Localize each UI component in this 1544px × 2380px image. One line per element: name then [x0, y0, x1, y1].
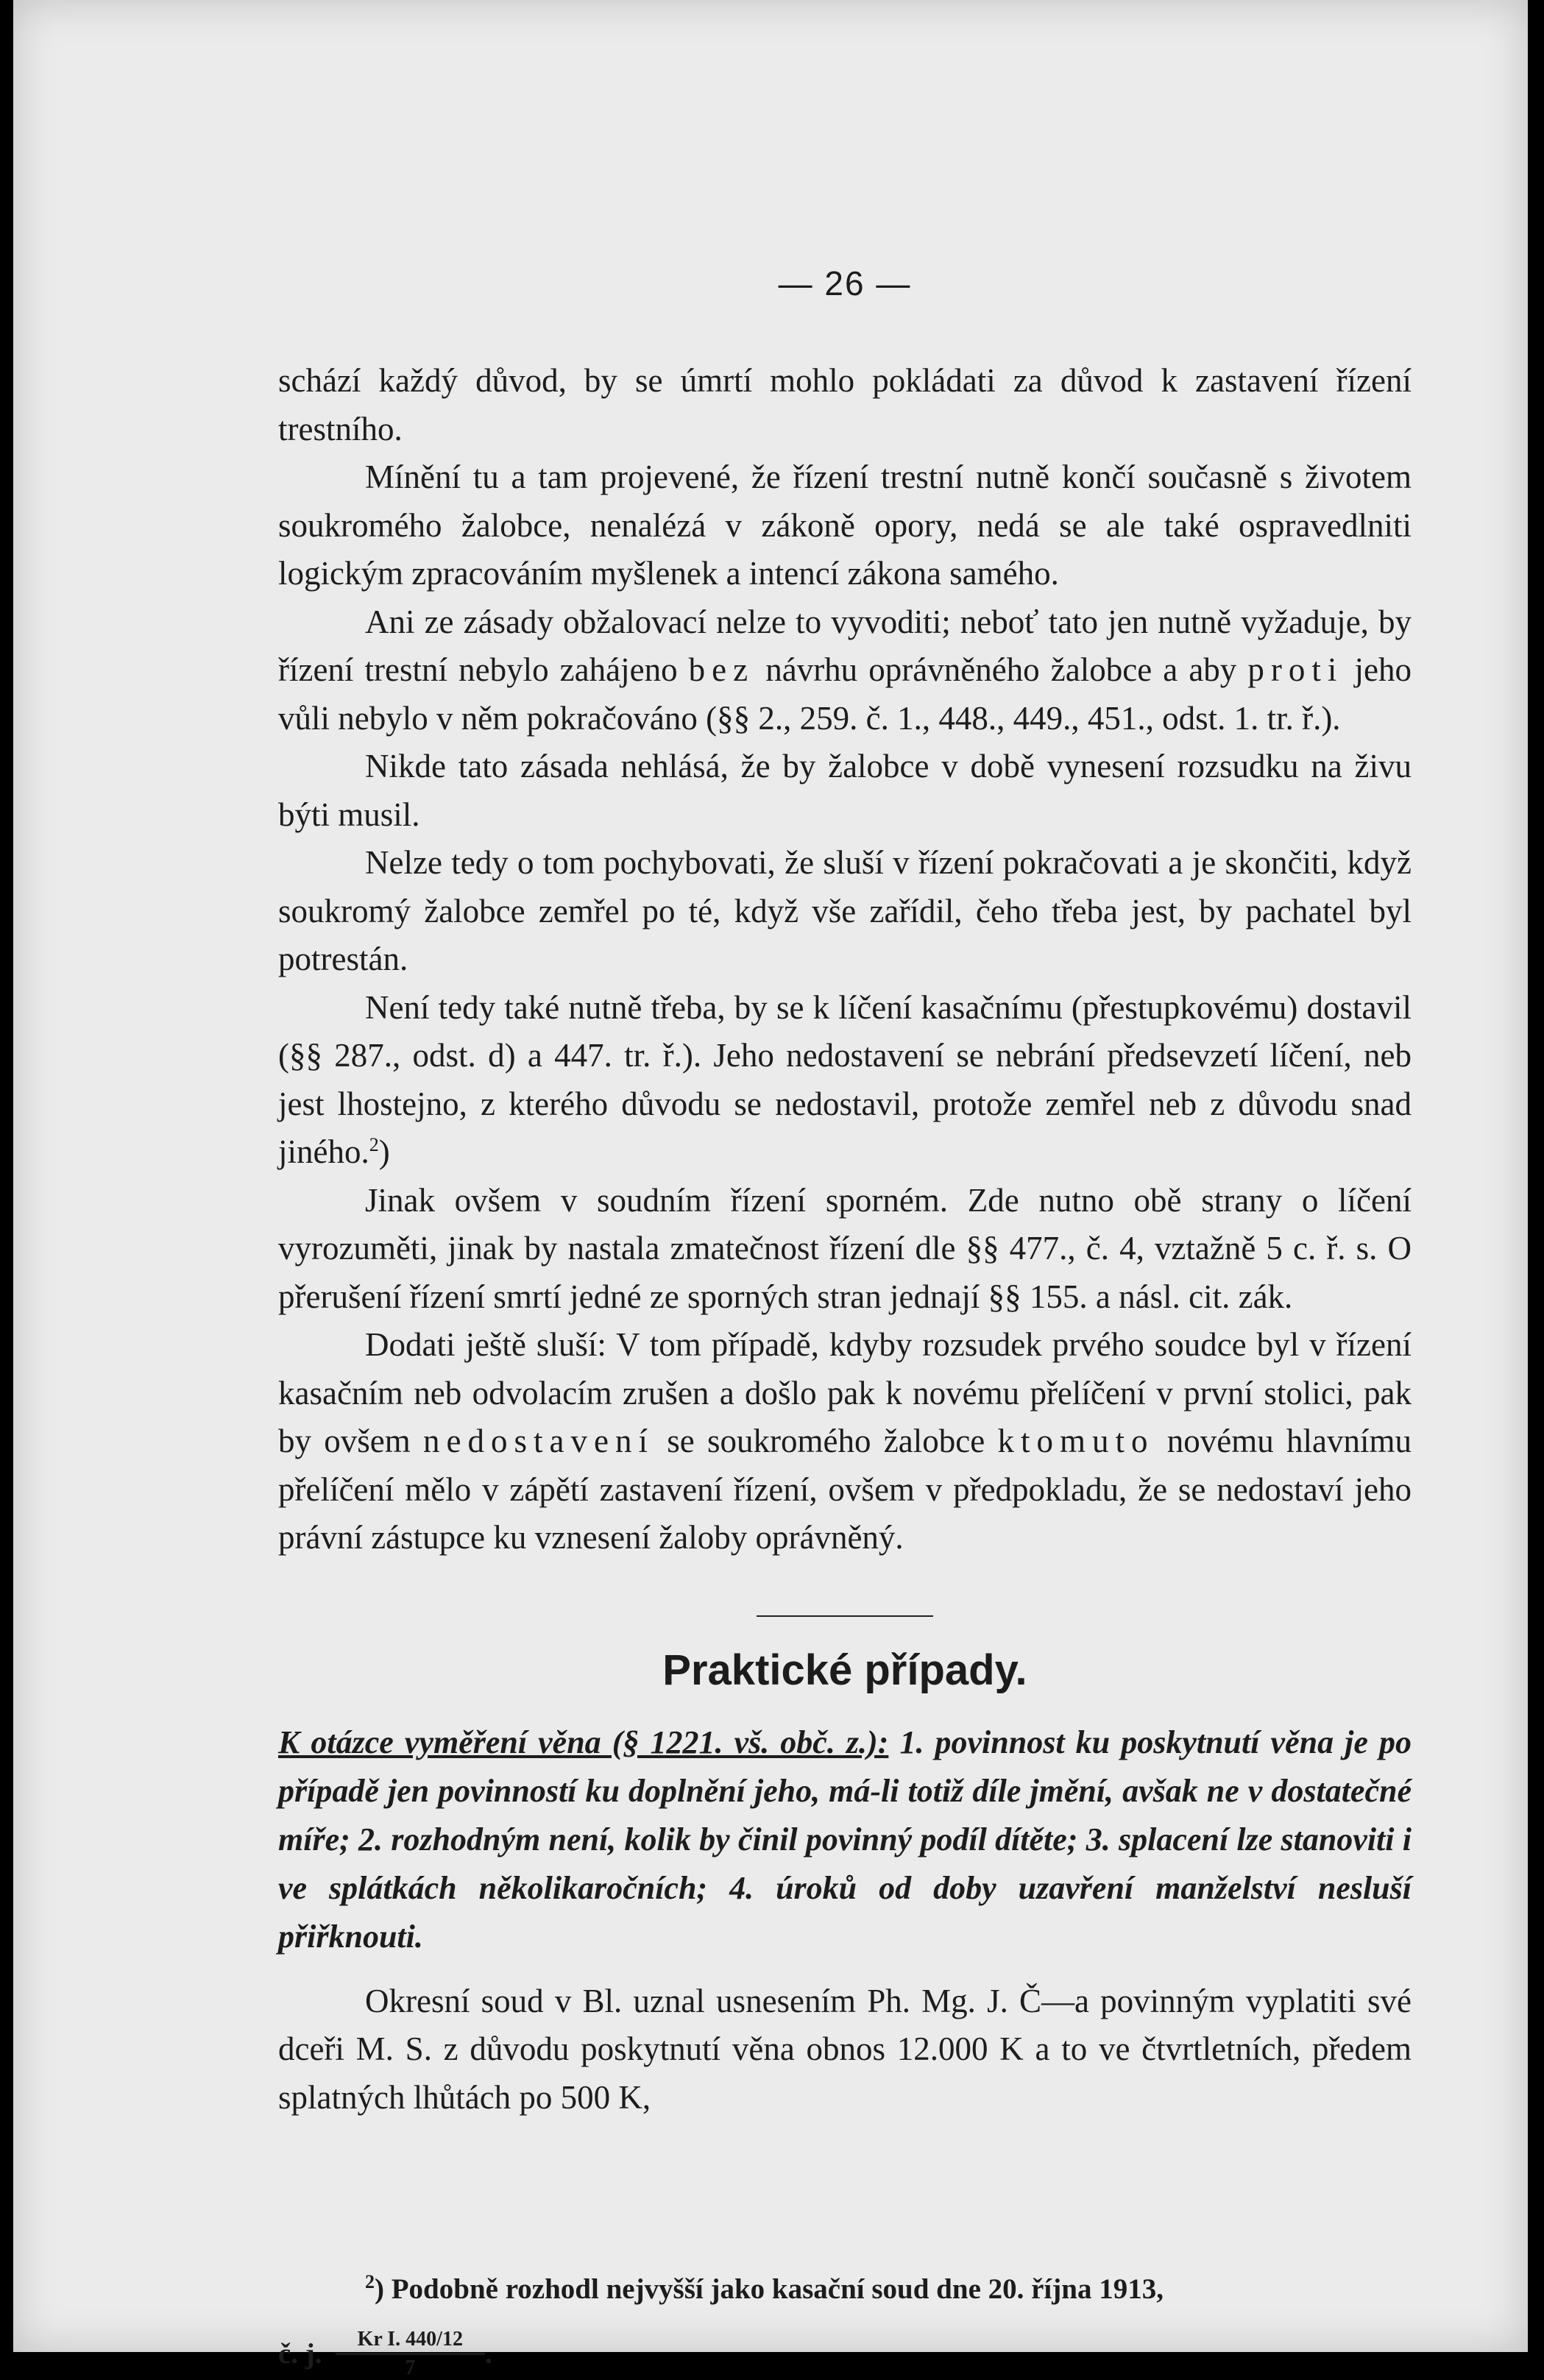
footnote-ref-fraction: [336, 2328, 485, 2380]
paragraph-3-spaced-2: proti: [1247, 651, 1344, 688]
paragraph-8-part-1: Dodati ještě sluší: V tom případě, kdyby rozsudek prvého soudce byl v řízení kasačním neb odvolacím zrušen a došlo pak k novému přelíčení v první stolici, pak by ovšem: [278, 1326, 1412, 1459]
paragraph-5: Nelze tedy o tom pochybovati, že sluší v řízení pokračovati a je skončiti, když soukromý žalobce zemřel po té, když vše zařídil, čeho třeba jest, by pachatel byl potrestán.: [278, 844, 1412, 977]
paragraph-3-part-2: návrhu oprávněného žalobce a aby: [754, 651, 1248, 688]
paragraph-3-part-1: Ani ze zásady obžalovací nelze to vyvoditi; neboť tato jen nutně vyžaduje, by řízení trestní nebylo zahájeno: [278, 603, 1412, 688]
paragraph-8-spaced-1: nedostavení: [423, 1423, 654, 1459]
paragraph-3-part-3: jeho vůli nebylo v něm pokračováno (§§ 2., 259. č. 1., 448., 449., 451., odst. 1. tr. ř.).: [278, 651, 1412, 737]
paragraph-8: [278, 1321, 1412, 1562]
footnote-ref-numerator: Kr I. 440/12: [336, 2328, 485, 2355]
footnote-marker: 2: [369, 1134, 379, 1155]
footnote-ref-suffix: .: [484, 2337, 492, 2370]
paragraph-2: Mínění tu a tam projevené, že řízení trestní nutně končí současně s životem soukromého žalobce, nenalézá v zákoně opory, nedá se ale také ospravedlniti logickým zpracováním myšlenek a intencí zákona samého.: [278, 458, 1412, 592]
footnote: [278, 2270, 1412, 2309]
case-summary-lead: K otázce vyměření věna (§ 1221. vš. obč. z.):: [278, 1724, 889, 1760]
case-summary-rest: 1. povinnost ku poskytnutí věna je po případě jen povinností ku doplnění jeho, má-li totiž díle jmění, avšak ne v dostatečné míře; 2. rozhodným není, kolik by činil povinný podíl dítěte; 3. splacení lze stanoviti i ve splátkách několikaročních; 4. úroků od doby uzavření manželství nesluší přiřknouti.: [278, 1724, 1412, 1955]
paragraph-8-part-3: novému hlavnímu přelíčení mělo v zápětí zastavení řízení, ovšem v předpokladu, že se nedostaví jeho právní zástupce ku vznesení žaloby oprávněný.: [278, 1423, 1412, 1556]
paragraph-3-spaced-1: bez: [688, 651, 755, 688]
section-divider: [757, 1615, 933, 1617]
paragraph-6: [278, 984, 1412, 1177]
paragraph-4: Nikde tato zásada nehlásá, že by žalobce v době vynesení rozsudku na živu býti musil.: [278, 748, 1412, 833]
paragraph-6-part-1: Není tedy také nutně třeba, by se k líčení kasačnímu (přestupkovému) dostavil (§§ 287., odst. d) a 447. tr. ř.). Jeho nedostavení se nebrání předsevzetí líčení, neb jest lhostejno, z kterého důvodu se nedostavil, protože zemřel neb z důvodu snad jiného.: [278, 988, 1412, 1170]
footnote-ref-prefix: č. j.: [278, 2337, 322, 2370]
footnote-mark: 2: [365, 2271, 375, 2292]
section-heading: Praktické případy.: [662, 1646, 1027, 1694]
paragraph-8-spaced-2: ktomuto: [997, 1423, 1155, 1459]
paragraph-3: [278, 598, 1412, 743]
paragraph-6-part-2: ): [378, 1133, 390, 1170]
paragraph-7: Jinak ovšem v soudním řízení sporném. Zde nutno obě strany o líčení vyrozuměti, jinak by nastala zmatečnost řízení dle §§ 477., č. 4, vztažně 5 c. ř. s. O přerušení řízení smrtí jedné ze sporných stran jednají §§ 155. a násl. cit. zák.: [278, 1181, 1412, 1315]
page-number: — 26 —: [778, 264, 912, 302]
case-summary: [278, 1718, 1412, 1961]
paragraph-8-part-2: se soukromého žalobce: [654, 1423, 998, 1459]
footnote-text: ) Podobně rozhodl nejvyšší jako kasační soud dne 20. října 1913,: [375, 2273, 1164, 2305]
paragraph-1: schází každý důvod, by se úmrtí mohlo pokládati za důvod k zastavení řízení trestního.: [278, 362, 1412, 447]
body-text: [278, 357, 1412, 2122]
footnote-reference: [278, 2328, 492, 2380]
scanned-page: [13, 0, 1528, 2379]
footnote-ref-denominator: 7: [405, 2356, 416, 2379]
case-text: Okresní soud v Bl. uznal usnesením Ph. Mg. J. Č—a povinným vyplatiti své dceři M. S. z důvodu poskytnutí věna obnos 12.000 K a to ve čtvrtletních, předem splatných lhůtách po 500 K,: [278, 1982, 1412, 2116]
